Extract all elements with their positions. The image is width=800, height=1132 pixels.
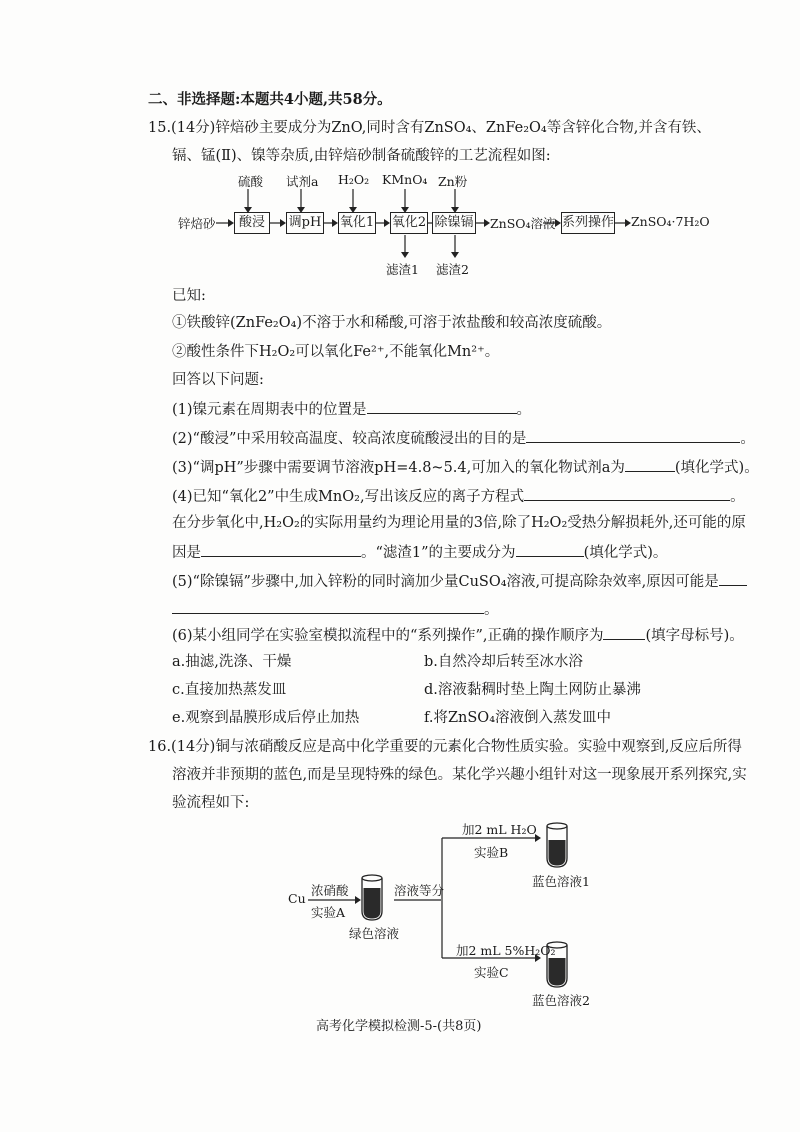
known-title: 已知: — [172, 288, 206, 304]
option-e: e.观察到晶膜形成后停止加热 — [172, 710, 360, 726]
reagent-a: 试剂a — [286, 174, 319, 189]
q15-part3-tail: (填化学式)。 — [674, 460, 759, 476]
flow-step-adjust-ph: 调pH — [286, 212, 324, 234]
option-a: a.抽滤,洗涤、干燥 — [172, 654, 292, 670]
q15-part3-text: (3)“调pH”步骤中需要调节溶液pH=4.8~5.4,可加入的氧化物试剂a为 — [172, 460, 625, 476]
label-exp-c: 实验C — [474, 965, 509, 980]
reagent-sulfuric-acid: 硫酸 — [238, 174, 264, 189]
q15-part4-text: (4)已知“氧化2”中生成MnO₂,写出该反应的离子方程式 — [172, 489, 525, 505]
q16-line2: 溶液并非预期的蓝色,而是呈现特殊的绿色。某化学兴趣小组针对这一现象展开系列探究,实 — [172, 767, 747, 783]
label-cu: Cu — [288, 891, 306, 906]
q15-part4-line3-a: 因是 — [172, 545, 201, 561]
q16-line3: 验流程如下: — [172, 795, 250, 811]
test-tube-b-icon — [547, 823, 567, 867]
q15-part5-text: (5)“除镍镉”步骤中,加入锌粉的同时滴加少量CuSO₄溶液,可提高除杂效率,原因可能是 — [172, 574, 719, 590]
period: 。 — [516, 402, 532, 418]
flow-intermediate: ZnSO₄溶液 — [490, 216, 556, 231]
reagent-kmno4: KMnO₄ — [382, 172, 428, 187]
q15-part2-text: (2)“酸浸”中采用较高温度、较高浓度硫酸浸出的目的是 — [172, 431, 527, 447]
label-exp-b: 实验B — [474, 845, 509, 860]
q15-part1-text: (1)镍元素在周期表中的位置是 — [172, 402, 367, 418]
label-conc-nitric-acid: 浓硝酸 — [311, 883, 349, 898]
label-add-h2o2: 加2 mL 5%H₂O₂ — [456, 943, 556, 958]
label-green-solution: 绿色溶液 — [349, 926, 400, 941]
label-blue-solution-2: 蓝色溶液2 — [532, 993, 590, 1008]
period: 。 — [484, 602, 499, 618]
flow-step-remove-ni-cd: 除镍镉 — [432, 212, 476, 234]
q15-part4-line2: 在分步氧化中,H₂O₂的实际用量约为理论用量的3倍,除了H₂O₂受热分解损耗外,还可能的原 — [172, 515, 746, 531]
waste-1: 滤渣1 — [386, 262, 419, 277]
reagent-zn-powder: Zn粉 — [438, 174, 468, 189]
label-split-solution: 溶液等分 — [394, 883, 445, 898]
page-footer: 高考化学模拟检测-5-(共8页) — [316, 1019, 482, 1034]
flow-start: 锌焙砂 — [178, 216, 216, 231]
label-exp-a: 实验A — [311, 905, 346, 920]
flow-step-acid-leach: 酸浸 — [234, 212, 270, 234]
waste-2: 滤渣2 — [436, 262, 469, 277]
reagent-h2o2: H₂O₂ — [338, 172, 370, 187]
known-item-1: ①铁酸锌(ZnFe₂O₄)不溶于水和稀酸,可溶于浓盐酸和较高浓度硫酸。 — [172, 315, 612, 331]
q15-part4-line3-tail: (填化学式)。 — [583, 545, 668, 561]
test-tube-a-icon — [362, 875, 382, 920]
q16-line1: 16.(14分)铜与浓硝酸反应是高中化学重要的元素化合物性质实验。实验中观察到,反应后所得 — [148, 739, 742, 755]
flow-step-oxidation-1: 氧化1 — [338, 212, 376, 234]
option-c: c.直接加热蒸发皿 — [172, 682, 287, 698]
flow-step-oxidation-2: 氧化2 — [390, 212, 428, 234]
option-b: b.自然冷却后转至冰水浴 — [424, 654, 583, 670]
flow-step-series-ops: 系列操作 — [561, 212, 615, 234]
label-add-water: 加2 mL H₂O — [462, 822, 537, 837]
q15-intro-line1: 15.(14分)锌焙砂主要成分为ZnO,同时含有ZnSO₄、ZnFe₂O₄等含锌化合物,并含有铁、 — [148, 120, 711, 136]
answer-prompt: 回答以下问题: — [172, 372, 264, 388]
flow-product: ZnSO₄·7H₂O — [631, 214, 710, 229]
label-blue-solution-1: 蓝色溶液1 — [532, 874, 590, 889]
period: 。 — [740, 431, 755, 447]
section-header: 二、非选择题:本题共4小题,共58分。 — [148, 91, 392, 108]
option-f: f.将ZnSO₄溶液倒入蒸发皿中 — [424, 710, 612, 726]
period: 。 — [730, 489, 745, 505]
option-d: d.溶液黏稠时垫上陶土网防止暴沸 — [424, 682, 641, 698]
q15-part4-line3-b: 。“滤渣1”的主要成分为 — [361, 545, 516, 561]
q15-part6-tail: (填字母标号)。 — [645, 628, 744, 644]
q15-part6-text: (6)某小组同学在实验室模拟流程中的“系列操作”,正确的操作顺序为 — [172, 628, 604, 644]
known-item-2: ②酸性条件下H₂O₂可以氧化Fe²⁺,不能氧化Mn²⁺。 — [172, 344, 500, 360]
q15-intro-line2: 镉、锰(Ⅱ)、镍等杂质,由锌焙砂制备硫酸锌的工艺流程如图: — [172, 148, 551, 164]
